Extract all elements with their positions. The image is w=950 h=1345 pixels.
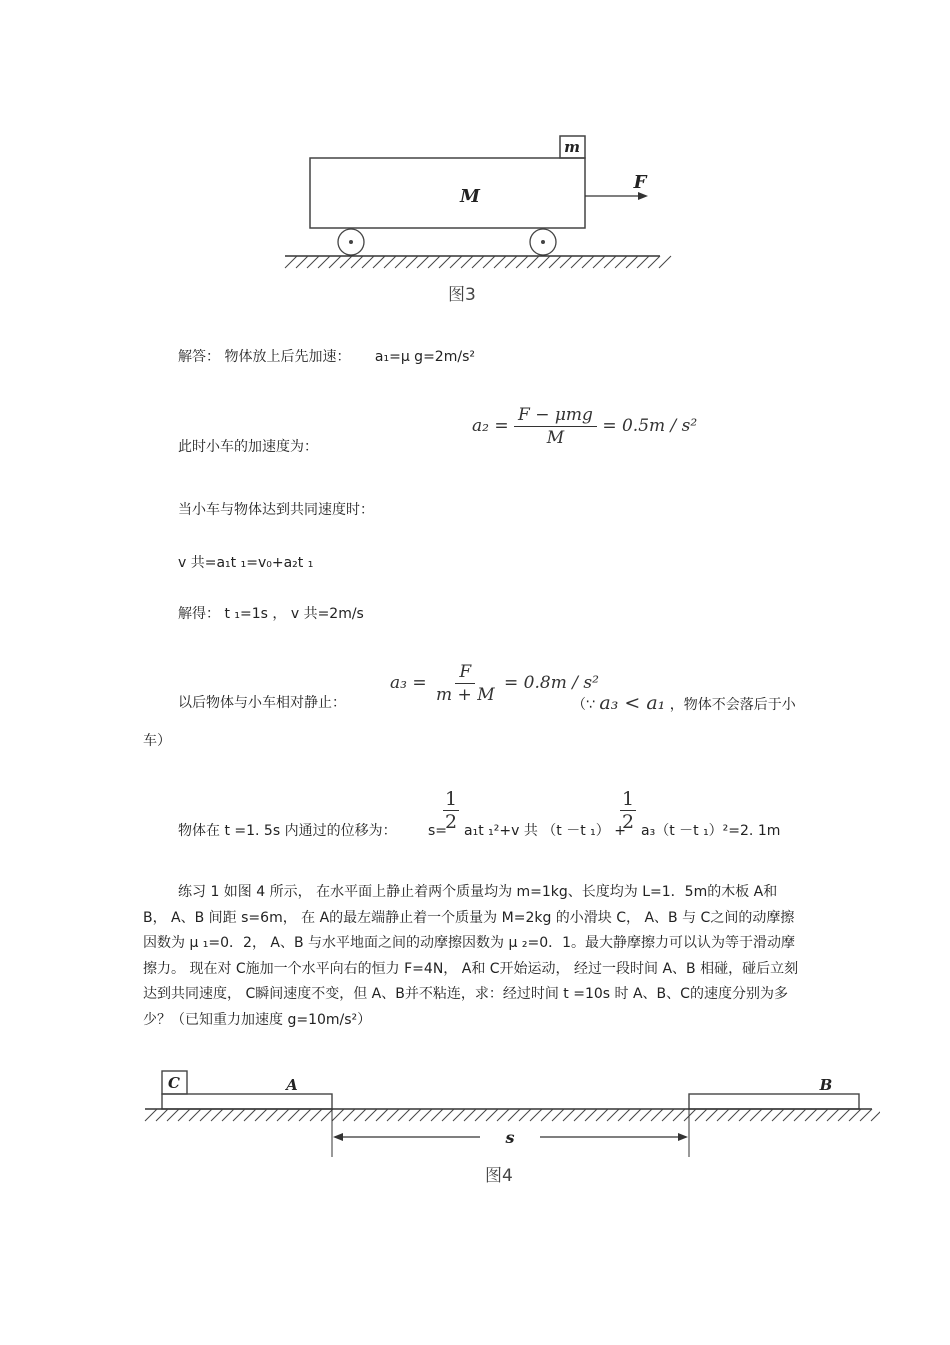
ground-hatch bbox=[629, 1109, 641, 1121]
ground-hatch bbox=[739, 1109, 751, 1121]
figure-3-caption: 图3 bbox=[448, 285, 476, 305]
figure-3-diagram bbox=[270, 130, 680, 310]
label-F: F bbox=[633, 172, 647, 193]
ground-hatch bbox=[255, 1109, 267, 1121]
ground-hatch bbox=[318, 256, 330, 268]
cart-accel-label: 此时小车的加速度为： bbox=[178, 439, 318, 455]
ground-hatch bbox=[750, 1109, 762, 1121]
ground-hatch bbox=[659, 256, 671, 268]
ground-hatch bbox=[296, 256, 308, 268]
ground-hatch bbox=[442, 1109, 454, 1121]
label-c: C bbox=[168, 1074, 180, 1092]
displacement-s: s= bbox=[428, 823, 448, 839]
ground-hatch bbox=[637, 256, 649, 268]
ground-hatch bbox=[431, 1109, 443, 1121]
ground-hatch bbox=[233, 1109, 245, 1121]
ground-hatch bbox=[615, 256, 627, 268]
ground-hatch bbox=[200, 1109, 212, 1121]
ground-hatch bbox=[222, 1109, 234, 1121]
ground-hatch bbox=[871, 1109, 880, 1121]
ground-hatch bbox=[618, 1109, 630, 1121]
a1-expression: a₁=μ g=2m/s² bbox=[374, 349, 475, 365]
ground-hatch bbox=[497, 1109, 509, 1121]
ground-hatch bbox=[285, 256, 297, 268]
ground-hatch bbox=[761, 1109, 773, 1121]
cart-body bbox=[310, 158, 585, 228]
ground-hatch bbox=[527, 256, 539, 268]
ground-hatch bbox=[695, 1109, 707, 1121]
ground-hatch bbox=[288, 1109, 300, 1121]
ground-hatch bbox=[549, 256, 561, 268]
ground-hatch bbox=[673, 1109, 685, 1121]
ground-hatch bbox=[560, 256, 572, 268]
ground-hatch bbox=[508, 1109, 520, 1121]
ground-hatch bbox=[717, 1109, 729, 1121]
ground-hatch bbox=[472, 256, 484, 268]
ground-hatch bbox=[362, 256, 374, 268]
ground-hatch bbox=[772, 1109, 784, 1121]
ground-hatch bbox=[464, 1109, 476, 1121]
ground-hatch bbox=[167, 1109, 179, 1121]
ground-hatch bbox=[706, 1109, 718, 1121]
ground-hatch bbox=[409, 1109, 421, 1121]
ground-hatch bbox=[461, 256, 473, 268]
after-static-label: 以后物体与小车相对静止： bbox=[178, 695, 346, 711]
ground-hatch bbox=[519, 1109, 531, 1121]
displacement-label: 物体在 t =1. 5s 内通过的位移为： bbox=[178, 823, 397, 839]
ground-hatch bbox=[365, 1109, 377, 1121]
ground-hatch bbox=[827, 1109, 839, 1121]
ground-hatch bbox=[156, 1109, 168, 1121]
exercise-paragraph: 练习 1 如图 4 所示， 在水平面上静止着两个质量均为 m=1kg、长度均为 L=1．5m的木板 A和 B， A、B 间距 s=6m， 在 A的最左端静止着一个质量为 M=2kg 的小滑块 C， A、B 与 C之间的动摩擦因数为 μ ₁=0．2， A、B 与水平地面之间的动摩擦因数为 μ ₂=0．1。最大静摩擦力可以认为等于滑动摩擦力。 现在对 C施加一个水平向右的恒力 F=4N， A和 C开始运动， 经过一段时间 A、B 相碰，碰后立刻达到共同速度， C瞬间速度不变，但 A、B并不粘连，求：经过时间 t =10s 时 A、B、C的速度分别为多少？（已知重力加速度 g=10m/s²） bbox=[143, 884, 799, 1028]
ground-hatch bbox=[329, 256, 341, 268]
ground-hatch bbox=[596, 1109, 608, 1121]
ground-hatch bbox=[428, 256, 440, 268]
ground-hatch bbox=[651, 1109, 663, 1121]
ground-hatch bbox=[505, 256, 517, 268]
ground-hatch bbox=[395, 256, 407, 268]
ground-hatch bbox=[648, 256, 660, 268]
figure-4-caption: 图4 bbox=[485, 1166, 513, 1186]
ground-hatch bbox=[398, 1109, 410, 1121]
ground-hatch bbox=[420, 1109, 432, 1121]
label-m: m bbox=[564, 138, 580, 156]
ground-hatch bbox=[406, 256, 418, 268]
ground-hatch bbox=[351, 256, 363, 268]
ground-hatch bbox=[321, 1109, 333, 1121]
ground-hatch bbox=[783, 1109, 795, 1121]
ground-hatch bbox=[626, 256, 638, 268]
displacement-middle: a₁t ₁²+v 共 （t －t ₁） + bbox=[464, 823, 626, 839]
ground-hatch bbox=[662, 1109, 674, 1121]
ground-hatch bbox=[860, 1109, 872, 1121]
ground-hatch bbox=[453, 1109, 465, 1121]
ground-hatch bbox=[340, 256, 352, 268]
ground-hatch bbox=[640, 1109, 652, 1121]
ground-hatch bbox=[266, 1109, 278, 1121]
label-M: M bbox=[460, 186, 480, 207]
a2-formula: a₂ = $\frac{\text{F − μmg}}{M}$ = 0.5m / s² bbox=[472, 405, 698, 448]
label-a: A bbox=[286, 1076, 298, 1094]
ground-hatch bbox=[728, 1109, 740, 1121]
ground-hatch bbox=[805, 1109, 817, 1121]
ground-hatch bbox=[211, 1109, 223, 1121]
plank-b bbox=[689, 1094, 859, 1109]
label-s: s bbox=[505, 1128, 515, 1147]
ground-hatch bbox=[373, 256, 385, 268]
ground-hatch bbox=[604, 256, 616, 268]
ground-hatch bbox=[189, 1109, 201, 1121]
a3-note-wrap: 车） bbox=[143, 733, 171, 749]
ground-hatch bbox=[178, 1109, 190, 1121]
ground-hatch bbox=[376, 1109, 388, 1121]
ground-hatch bbox=[439, 256, 451, 268]
ground-hatch bbox=[417, 256, 429, 268]
plank-a bbox=[162, 1094, 332, 1109]
ground-hatch bbox=[574, 1109, 586, 1121]
ground-hatch bbox=[571, 256, 583, 268]
ground-hatch bbox=[794, 1109, 806, 1121]
ground-hatch bbox=[387, 1109, 399, 1121]
ground-hatch bbox=[384, 256, 396, 268]
solve-result: 解得： t ₁=1s ， v 共=2m/s bbox=[178, 606, 364, 622]
label-b: B bbox=[819, 1076, 833, 1094]
half-fraction-2: 1 2 bbox=[622, 788, 635, 833]
a3-note: （∵ a₃ < a₁ ，物体不会落后于小 bbox=[572, 692, 796, 714]
ground-hatch bbox=[838, 1109, 850, 1121]
ground-hatch bbox=[244, 1109, 256, 1121]
ground-hatch bbox=[475, 1109, 487, 1121]
ground-hatch bbox=[607, 1109, 619, 1121]
ground-hatch bbox=[516, 256, 528, 268]
ground-hatch bbox=[563, 1109, 575, 1121]
ground-hatch bbox=[299, 1109, 311, 1121]
common-speed-label: 当小车与物体达到共同速度时： bbox=[178, 502, 374, 518]
ground-hatch bbox=[816, 1109, 828, 1121]
a3-formula: a₃ = $\frac{F}{m + M}$ = 0.8m / s² bbox=[390, 662, 599, 705]
ground-hatch bbox=[277, 1109, 289, 1121]
ground-hatch bbox=[541, 1109, 553, 1121]
ground-hatch bbox=[593, 256, 605, 268]
ground-hatch bbox=[582, 256, 594, 268]
ground-hatch bbox=[538, 256, 550, 268]
ground-hatch bbox=[332, 1109, 344, 1121]
ground-hatch bbox=[849, 1109, 861, 1121]
ground-hatch bbox=[494, 256, 506, 268]
ground-hatch bbox=[486, 1109, 498, 1121]
ground-hatch bbox=[310, 1109, 322, 1121]
displacement-end: a₃（t －t ₁）²=2. 1m bbox=[641, 823, 781, 839]
ground-hatch bbox=[530, 1109, 542, 1121]
ground-hatch bbox=[343, 1109, 355, 1121]
v-common-expression: v 共=a₁t ₁=v₀+a₂t ₁ bbox=[178, 555, 314, 571]
ground-hatch bbox=[483, 256, 495, 268]
ground-hatch bbox=[585, 1109, 597, 1121]
ground-hatch bbox=[552, 1109, 564, 1121]
ground-hatch bbox=[307, 256, 319, 268]
figure-4-diagram bbox=[140, 1065, 880, 1190]
ground-hatch bbox=[354, 1109, 366, 1121]
ground-hatch bbox=[450, 256, 462, 268]
half-fraction-1: 1 2 bbox=[445, 788, 458, 833]
answer-intro: 解答： 物体放上后先加速： a₁=μ g=2m/s² bbox=[178, 349, 475, 365]
ground-hatch bbox=[684, 1109, 696, 1121]
ground-hatch bbox=[145, 1109, 157, 1121]
